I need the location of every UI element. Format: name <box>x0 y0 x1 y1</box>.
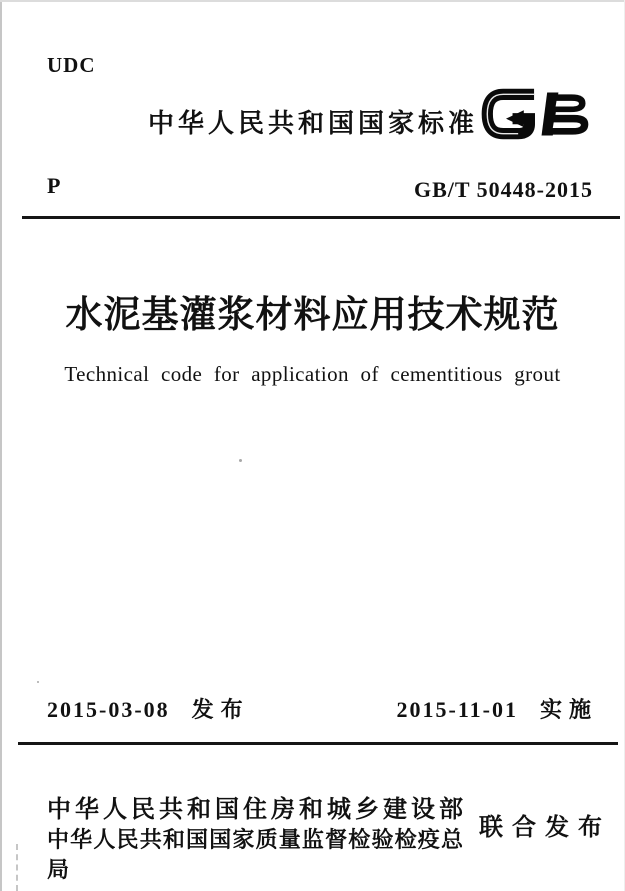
publisher-line: 中华人民共和国国家质量监督检验检疫总局 <box>47 827 463 882</box>
scan-edge-top <box>0 0 625 2</box>
udc-label: UDC <box>47 53 96 77</box>
gb-national-standard-logo-icon <box>477 85 593 143</box>
classification-code: P <box>47 173 61 198</box>
issue-date-group <box>47 697 250 723</box>
title-english: Technical code for application of cementitious grout <box>64 362 561 386</box>
standard-number: GB/T 50448-2015 <box>413 177 593 202</box>
header-rule <box>22 216 620 219</box>
implement-label: 实施 <box>539 697 598 722</box>
publisher-line: 中华人民共和国住房和城乡建设部 <box>47 796 463 823</box>
scan-speck <box>37 681 39 683</box>
issue-label: 发布 <box>191 697 250 722</box>
national-standard-header: 中华人民共和国国家标准 <box>148 108 479 138</box>
joint-publish-label: 联合发布 <box>479 814 611 841</box>
publishers-block <box>47 795 463 885</box>
issue-date: 2015-03-08 <box>47 697 170 722</box>
footer-rule <box>18 742 618 745</box>
scan-dash-artifact <box>16 844 18 891</box>
scan-edge-left <box>0 0 2 891</box>
implement-date: 2015-11-01 <box>396 697 518 722</box>
scan-speck <box>239 459 242 462</box>
dates-row <box>47 697 598 723</box>
implement-date-group <box>397 697 598 723</box>
title-chinese: 水泥基灌浆材料应用技术规范 <box>65 295 560 336</box>
